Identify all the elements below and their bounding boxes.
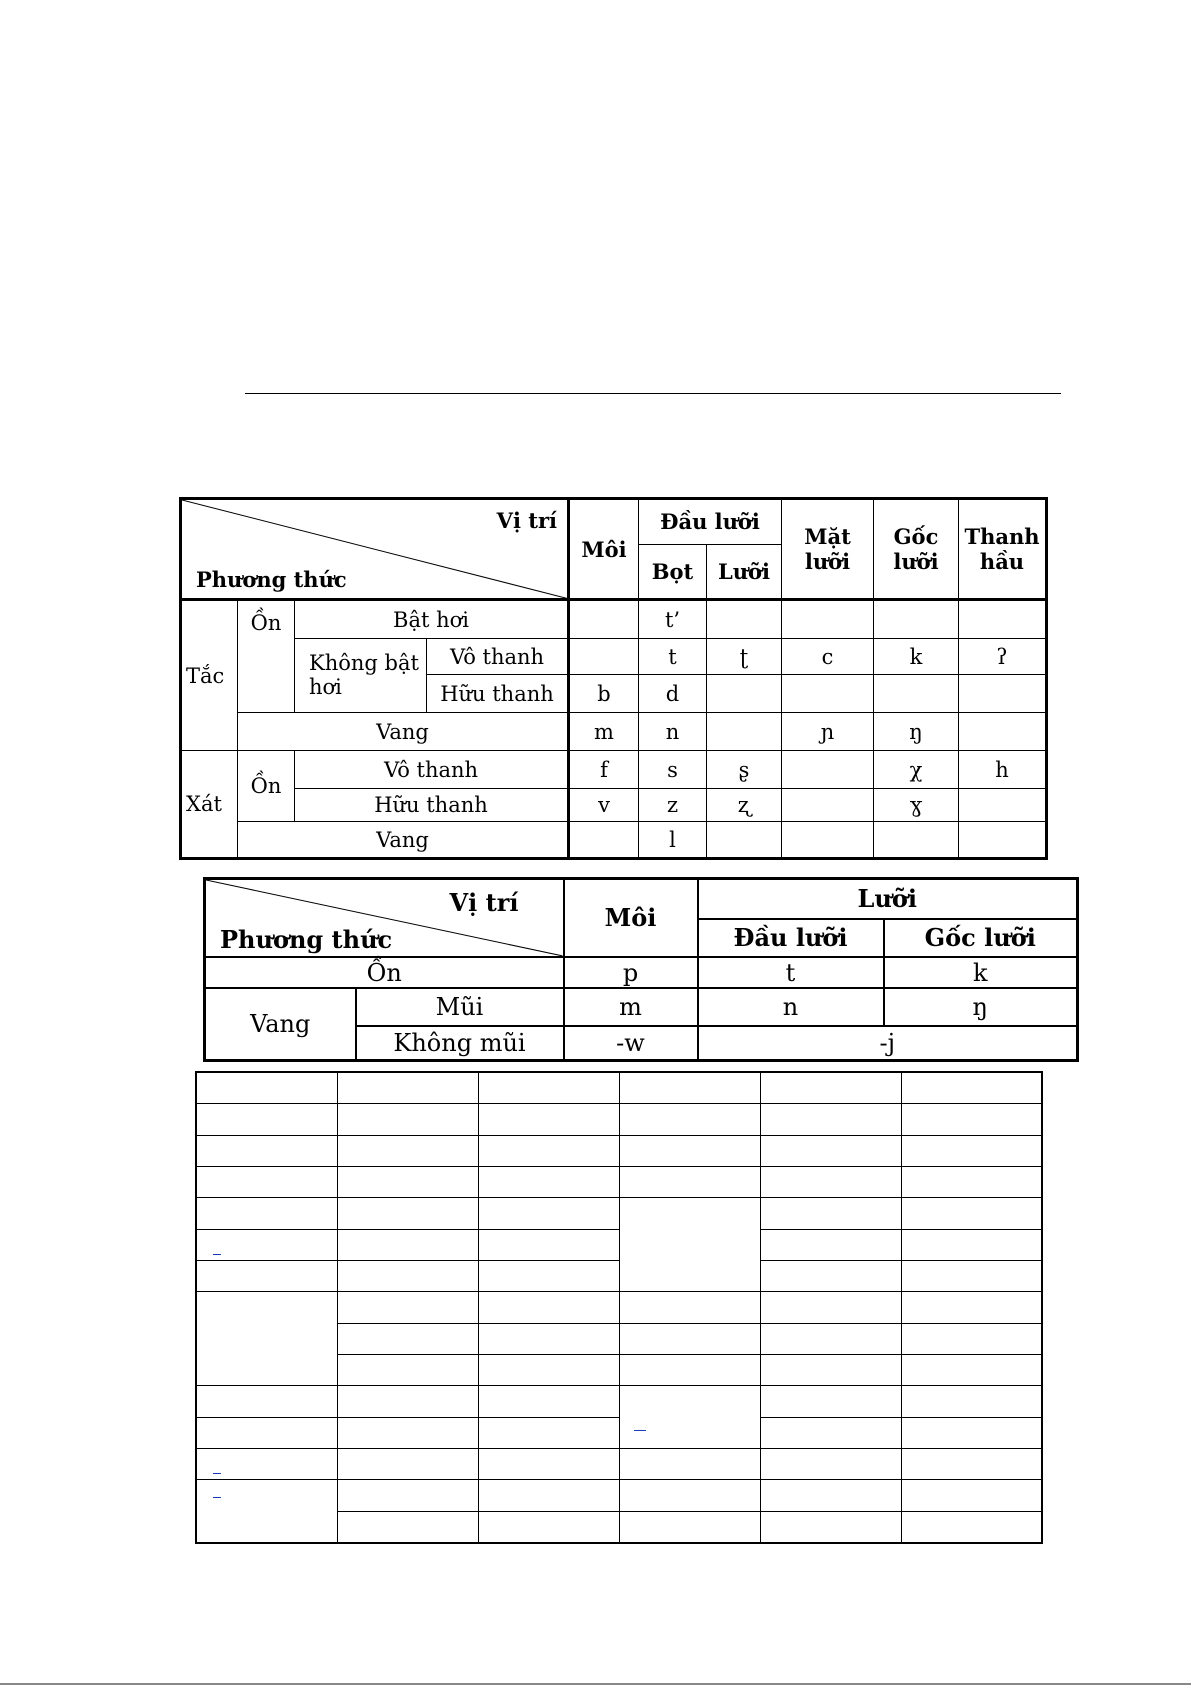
cell [337,1354,478,1385]
cell [478,1480,619,1511]
cell [760,1104,901,1135]
cell [337,1198,478,1229]
cell [337,1104,478,1135]
cell [569,638,639,675]
merged-cell [619,1198,760,1292]
cell [760,1323,901,1354]
position-label: Vị trí [496,508,557,533]
cell [619,1323,760,1354]
cell [760,1417,901,1448]
cell [619,1166,760,1197]
cell [760,1354,901,1385]
cell [337,1072,478,1104]
row-fric-voiced-label: Hữu thanh [295,788,569,821]
cell [619,1072,760,1104]
cell [760,1448,901,1479]
cell [337,1292,478,1323]
row-voiceless-label: Vô thanh [427,638,569,675]
cell [760,1511,901,1543]
cell [707,600,782,639]
cell: ʔ [959,638,1047,675]
link-mark[interactable] [213,1473,221,1474]
group-stop-noise: Ồn [238,600,295,713]
cell: l [639,822,707,859]
header-retroflex: Lưỡi [707,544,782,600]
cell [901,1072,1042,1104]
cell [478,1229,619,1260]
cell [619,1480,760,1511]
header-velar: Gốc lưỡi [884,919,1078,957]
cell [478,1511,619,1543]
cell [196,1072,337,1104]
cell: f [569,751,639,789]
cell [901,1292,1042,1323]
cell [619,1448,760,1479]
consonant-chart-table [179,497,1048,860]
cell: -j [698,1026,1078,1060]
row-non-nasal-label: Không mũi [356,1026,564,1060]
header-labial: Môi [569,499,639,600]
cell [901,1198,1042,1229]
cell [478,1260,619,1291]
link-mark[interactable] [213,1254,221,1255]
cell [901,1229,1042,1260]
cell [337,1511,478,1543]
cell [760,1480,901,1511]
cell [901,1166,1042,1197]
cell: k [884,957,1078,988]
group-stop: Tắc [181,600,238,751]
header-tongue-tip: Đầu lưỡi [698,919,884,957]
header-labial: Môi [564,879,698,957]
mode-label: Phương thức [196,567,347,593]
cell: h [959,751,1047,789]
cell [337,1448,478,1479]
cell [901,1323,1042,1354]
cell [478,1448,619,1479]
row-nasal-label: Mũi [356,988,564,1026]
cell: ŋ [874,712,959,751]
cell [959,712,1047,751]
cell: ɣ [874,788,959,821]
cell: d [639,675,707,713]
cell [478,1104,619,1135]
cell: -w [564,1026,698,1060]
cell: b [569,675,639,713]
link-mark[interactable] [634,1430,646,1431]
cell: z [639,788,707,821]
cell: s [639,751,707,789]
cell [619,1292,760,1323]
cell: ʈ [707,638,782,675]
cell [959,600,1047,639]
row-sonorant-label: Vang [205,988,356,1060]
cell [901,1135,1042,1166]
cell [337,1260,478,1291]
cell [337,1480,478,1511]
cell [337,1229,478,1260]
cell [478,1198,619,1229]
cell [337,1323,478,1354]
cell [569,822,639,859]
final-consonant-table [203,877,1079,1062]
row-fric-sonorant-label: Vang [238,822,569,859]
cell [707,675,782,713]
cell [337,1166,478,1197]
cell [619,1135,760,1166]
group-fricative: Xát [181,751,238,859]
cell [196,1166,337,1197]
cell [901,1104,1042,1135]
diagonal-header-cell [181,499,569,600]
row-stop-sonorant-label: Vang [238,712,569,751]
group-fricative-noise: Ồn [238,751,295,822]
diagonal-header-cell [205,879,564,957]
merged-cell [196,1292,337,1386]
cell [901,1260,1042,1291]
cell [782,600,874,639]
cell [478,1323,619,1354]
cell [901,1417,1042,1448]
row-aspirated-label: Bật hơi [295,600,569,639]
cell [901,1386,1042,1417]
cell [874,822,959,859]
cell: ʂ [707,751,782,789]
cell [478,1386,619,1417]
cell [478,1354,619,1385]
cell [760,1072,901,1104]
cell [760,1260,901,1291]
merged-cell [619,1386,760,1449]
cell [478,1166,619,1197]
cell [196,1104,337,1135]
cell: c [782,638,874,675]
cell: ɲ [782,712,874,751]
cell: k [874,638,959,675]
cell [782,822,874,859]
cell [782,788,874,821]
cell: n [698,988,884,1026]
row-unaspirated-label: Không bật hơi [295,638,427,712]
cell: t [698,957,884,988]
cell [619,1104,760,1135]
cell [478,1135,619,1166]
horizontal-rule [245,393,1061,394]
cell: χ [874,751,959,789]
cell [760,1386,901,1417]
cell: v [569,788,639,821]
header-velar: Gốc lưỡi [874,499,959,600]
cell: t [639,638,707,675]
header-glottal: Thanh hầu [959,499,1047,600]
row-fric-voiceless-label: Vô thanh [295,751,569,789]
cell [337,1417,478,1448]
header-palatal: Mặt lưỡi [782,499,874,600]
cell [478,1417,619,1448]
cell [619,1511,760,1543]
cell [959,675,1047,713]
empty-grid-table [195,1071,1043,1544]
cell [760,1166,901,1197]
cell [782,675,874,713]
row-noise-label: Ồn [205,957,564,988]
header-tongue-tip: Đầu lưỡi [639,499,782,545]
cell [619,1354,760,1385]
cell [901,1480,1042,1511]
cell [874,600,959,639]
cell [901,1448,1042,1479]
cell [959,788,1047,821]
cell: ŋ [884,988,1078,1026]
cell [478,1292,619,1323]
mode-label: Phương thức [220,924,393,954]
cell [196,1386,337,1417]
cell [901,1354,1042,1385]
cell [196,1417,337,1448]
cell [760,1198,901,1229]
header-alveolar: Bọt [639,544,707,600]
cell: p [564,957,698,988]
cell [196,1448,337,1479]
cell [707,712,782,751]
position-label: Vị trí [449,888,519,917]
cell [782,751,874,789]
row-voiced-label: Hữu thanh [427,675,569,713]
cell: m [564,988,698,1026]
cell: t’ [639,600,707,639]
cell [874,675,959,713]
cell [760,1292,901,1323]
cell [337,1386,478,1417]
cell: m [569,712,639,751]
cell [196,1198,337,1229]
merged-cell [196,1480,337,1543]
cell [337,1135,478,1166]
cell: ʐ [707,788,782,821]
cell [760,1135,901,1166]
cell [196,1229,337,1260]
cell [569,600,639,639]
cell [707,822,782,859]
cell [760,1229,901,1260]
cell [196,1260,337,1291]
cell [478,1072,619,1104]
link-mark[interactable] [213,1497,221,1498]
header-tongue: Lưỡi [698,879,1078,919]
cell: n [639,712,707,751]
cell [959,822,1047,859]
cell [901,1511,1042,1543]
cell [196,1135,337,1166]
